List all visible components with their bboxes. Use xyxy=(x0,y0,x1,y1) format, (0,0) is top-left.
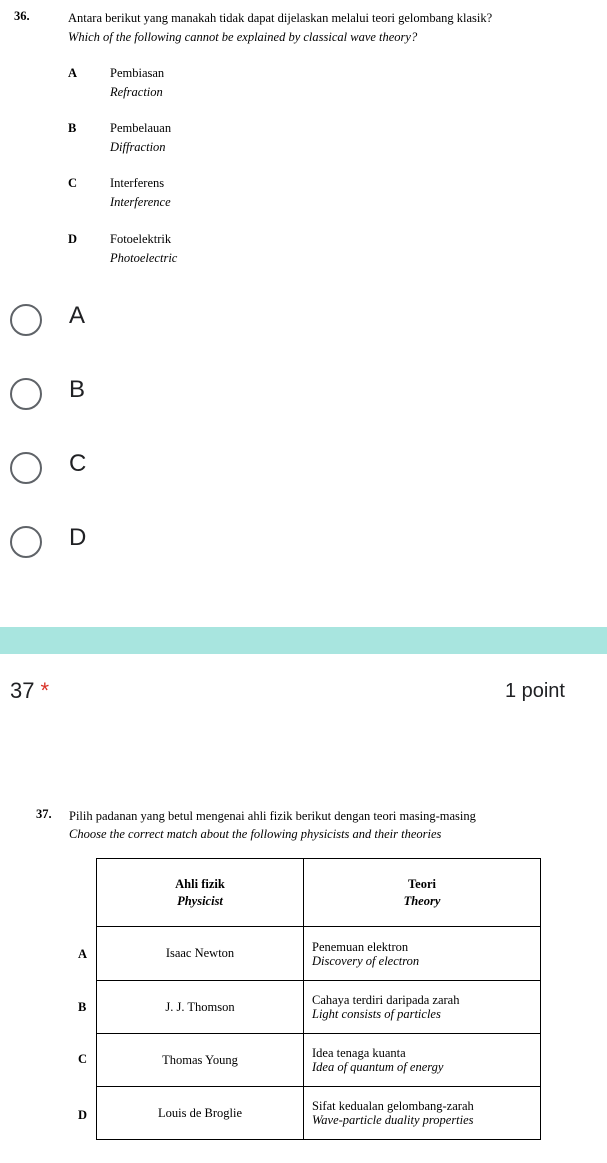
theory-cell xyxy=(304,1034,541,1087)
table-row xyxy=(97,1034,541,1087)
theory-text-ms: Penemuan elektron xyxy=(312,939,409,954)
option-text-en: Interference xyxy=(110,195,171,209)
match-table xyxy=(96,858,541,1140)
option-letter: D xyxy=(68,232,78,246)
points-label: 1 point xyxy=(504,680,565,702)
question-37-image xyxy=(0,800,607,1163)
question-title-number: 37 xyxy=(10,678,35,703)
radio-button[interactable] xyxy=(10,452,42,484)
option-text-en: Refraction xyxy=(110,85,163,99)
row-letter-b: B xyxy=(78,1000,87,1014)
option-text-en: Diffraction xyxy=(110,140,166,154)
physicist-cell: Thomas Young xyxy=(97,1034,304,1087)
radio-option-b[interactable] xyxy=(0,368,607,428)
option-text-ms: Fotoelektrik xyxy=(110,232,172,246)
question-text-ms: Antara berikut yang manakah tidak dapat dijelaskan melalui teori gelombang klasik? xyxy=(68,11,493,25)
radio-label: A xyxy=(69,302,86,329)
question-number: 36. xyxy=(14,9,30,23)
question-text-ms: Pilih padanan yang betul mengenai ahli fizik berikut dengan teori masing-masing xyxy=(69,809,476,823)
radio-label: D xyxy=(69,524,87,551)
table-row xyxy=(97,927,541,981)
question-title xyxy=(10,678,49,704)
radio-label: C xyxy=(69,450,87,477)
section-divider xyxy=(0,627,607,654)
radio-label: B xyxy=(69,376,86,403)
theory-text-ms: Idea tenaga kuanta xyxy=(312,1046,406,1060)
required-asterisk: * xyxy=(40,678,50,703)
radio-option-c[interactable] xyxy=(0,442,607,502)
radio-button[interactable] xyxy=(10,378,42,410)
question-text xyxy=(69,807,599,843)
option-text-en: Photoelectric xyxy=(110,251,178,265)
header-text-en: Physicist xyxy=(177,893,223,908)
question-number: 37. xyxy=(36,807,52,821)
table-row xyxy=(97,981,541,1034)
column-header-physicist xyxy=(97,859,304,927)
column-header-theory xyxy=(304,859,541,927)
theory-text-en: Light consists of particles xyxy=(312,1007,441,1021)
header-text-ms: Teori xyxy=(407,876,436,891)
table-row xyxy=(97,1087,541,1140)
row-letter-a: A xyxy=(78,947,88,961)
option-text-ms: Pembelauan xyxy=(110,121,172,135)
header-text-ms: Ahli fizik xyxy=(175,876,225,891)
option-letter: B xyxy=(68,121,77,135)
option-letter: A xyxy=(68,66,78,80)
row-letter-d: D xyxy=(78,1108,88,1122)
theory-text-en: Wave-particle duality properties xyxy=(312,1113,474,1127)
question-text-en: Which of the following cannot be explained by classical wave theory? xyxy=(68,30,418,44)
question-36-image xyxy=(0,0,607,290)
theory-cell xyxy=(304,1087,541,1140)
option-text-ms: Interferens xyxy=(110,176,165,190)
physicist-cell: J. J. Thomson xyxy=(97,981,304,1034)
physicist-cell: Isaac Newton xyxy=(97,927,304,981)
theory-text-en: Idea of quantum of energy xyxy=(312,1060,444,1074)
physicist-cell: Louis de Broglie xyxy=(97,1087,304,1140)
question-text-en: Choose the correct match about the following physicists and their theories xyxy=(69,827,442,841)
radio-button[interactable] xyxy=(10,304,42,336)
option-letter: C xyxy=(68,176,78,190)
theory-text-ms: Cahaya terdiri daripada zarah xyxy=(312,993,460,1007)
radio-option-d[interactable] xyxy=(0,516,607,576)
question-37-header xyxy=(0,670,607,750)
theory-cell xyxy=(304,981,541,1034)
table-header-row xyxy=(97,859,541,927)
radio-option-a[interactable] xyxy=(0,294,607,354)
theory-text-ms: Sifat kedualan gelombang-zarah xyxy=(312,1099,474,1113)
row-letter-c: C xyxy=(78,1052,88,1066)
theory-text-en: Discovery of electron xyxy=(312,953,420,968)
option-text-ms: Pembiasan xyxy=(110,66,165,80)
radio-button[interactable] xyxy=(10,526,42,558)
header-text-en: Theory xyxy=(403,893,441,908)
question-text xyxy=(68,9,598,47)
theory-cell xyxy=(304,927,541,981)
